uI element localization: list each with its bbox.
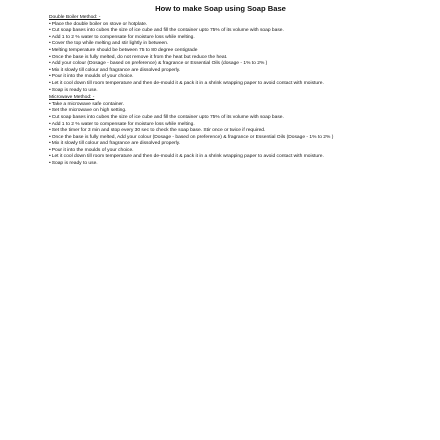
- step-item: • Add 1 to 2 % water to compensate for moisture loss while melting.: [49, 35, 379, 42]
- step-item: • Pour it into the moulds of your choice.: [49, 148, 379, 155]
- step-item: • Cut soap bases into cubes the size of ice cube and fill the container upto 75% of its volume with soap base.: [49, 28, 379, 35]
- step-item: • Let it cool down till room temperature and then de-mould it & pack it in a shrink wrapping paper to avoid contact with moisture.: [49, 81, 379, 88]
- step-item: • Soap is ready to use.: [49, 161, 379, 168]
- step-item: • Cut soap bases into cubes the size of ice cube and fill the container upto 75% of its volume with soap base.: [49, 115, 379, 122]
- step-item: • Once the base is fully melted, do not remove it from the heat but reduce the heat.: [49, 55, 379, 62]
- step-item: • Set the timer for 3 min and stop every 30 sec to check the soap base. Stir once or twice if required.: [49, 128, 379, 135]
- step-item: • Once the base is fully melted, Add your colour (Dosage - based on preference) & fragrance or Essential Oils (Dosage - 1% to 2% ): [49, 135, 379, 142]
- step-item: • Melting temperature should be between 75 to 80 degree centigrade: [49, 48, 379, 55]
- step-item: • Soap is ready to use.: [49, 88, 379, 95]
- double-boiler-steps: [49, 22, 428, 95]
- step-item: • Mix it slowly till colour and fragrance are dissolved properly.: [49, 68, 379, 75]
- step-item: • Place the double boiler on stove or hotplate.: [49, 22, 379, 29]
- step-item: • Let it cool down till room temperature and then de-mould it & pack it in a shrink wrapping paper to avoid contact with moisture.: [49, 154, 379, 161]
- document-title: How to make Soap using Soap Base: [155, 4, 286, 13]
- section-heading-microwave: Microwave Method: -: [49, 95, 95, 101]
- step-item: • Mix it slowly till colour and fragrance are dissolved properly.: [49, 141, 379, 148]
- section-heading-double-boiler: Double Boiler Method: -: [49, 15, 101, 20]
- step-item: • Pour it into the moulds of your choice.: [49, 74, 379, 81]
- step-item: • Cover the top while melting and stir lightly in between.: [49, 41, 379, 48]
- step-item: • Take a microwave safe container.: [49, 102, 379, 109]
- step-item: • Set the microwave on high setting.: [49, 108, 379, 115]
- microwave-steps: [49, 102, 428, 168]
- step-item: • Add your colour (Dosage - based on preference) & fragrance or Essential Oils (dosage - 1% to 2% ): [49, 61, 379, 68]
- step-item: • Add 1 to 2 % water to compensate for moisture loss while melting.: [49, 122, 379, 129]
